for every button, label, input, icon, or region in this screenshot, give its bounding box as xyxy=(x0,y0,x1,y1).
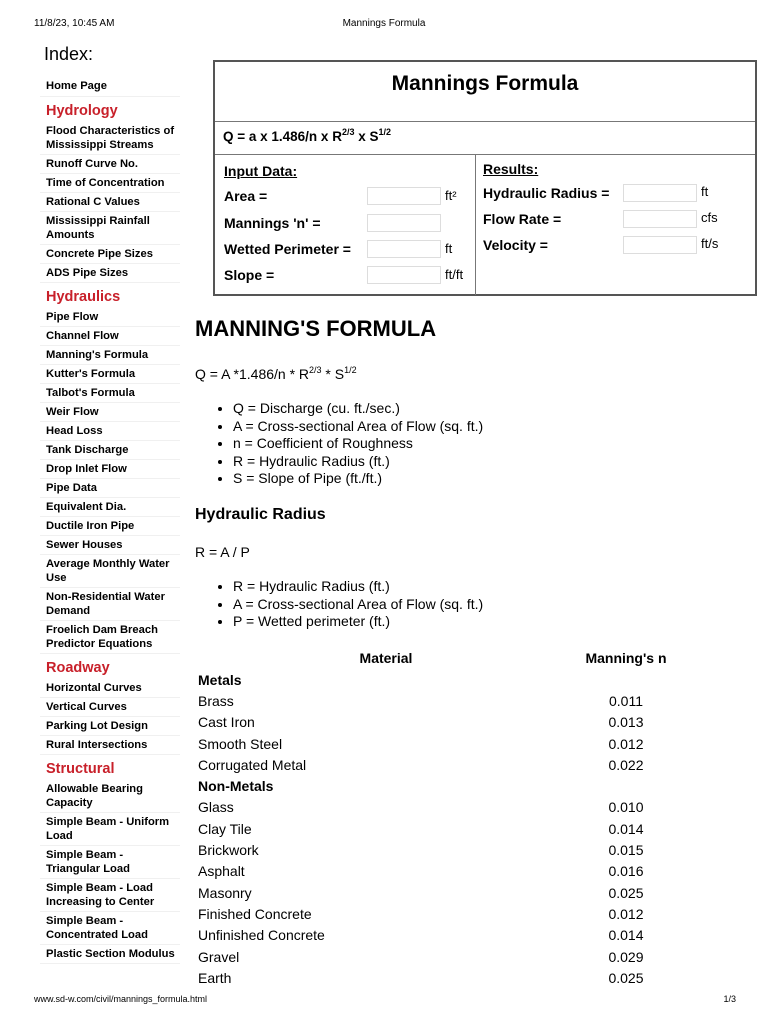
definition-item: • n = Coefficient of Roughness xyxy=(233,435,483,453)
sidebar-link[interactable]: Pipe Data xyxy=(40,479,180,498)
input-data-panel xyxy=(215,155,476,295)
definition-item: • P = Wetted perimeter (ft.) xyxy=(233,613,483,631)
flow-rate-output[interactable] xyxy=(623,210,697,228)
equation-exponent-r: 2/3 xyxy=(309,365,322,375)
mannings-n-value: 0.013 xyxy=(608,714,644,731)
equation-exponent-s: 1/2 xyxy=(344,365,357,375)
table-row xyxy=(195,925,675,946)
sidebar-link[interactable]: Concrete Pipe Sizes xyxy=(40,245,180,264)
sidebar-link[interactable]: Tank Discharge xyxy=(40,441,180,460)
sidebar-link[interactable]: Manning's Formula xyxy=(40,346,180,365)
sidebar-link[interactable]: Simple Beam - Load Increasing to Center xyxy=(40,879,180,912)
flow-rate-label: Flow Rate = xyxy=(483,211,562,227)
mannings-n-column-header: Manning's n xyxy=(585,649,667,666)
mannings-n-value: 0.011 xyxy=(609,692,643,709)
material-group-name: Non-Metals xyxy=(198,778,274,795)
mannings-n-value: 0.025 xyxy=(608,884,644,901)
material-name: Finished Concrete xyxy=(198,905,312,922)
calculator-title: Mannings Formula xyxy=(215,62,755,122)
sidebar-link[interactable]: Average Monthly Water Use xyxy=(40,555,180,588)
formula-definitions xyxy=(195,400,483,488)
mannings-n-value: 0.025 xyxy=(608,969,644,986)
table-row xyxy=(195,967,675,988)
mannings-n-value: 0.022 xyxy=(608,756,644,773)
velocity-label: Velocity = xyxy=(483,237,548,253)
formula-mid: x S xyxy=(354,129,379,144)
wetted-perimeter-input[interactable] xyxy=(367,240,441,258)
sidebar-link-home[interactable]: Home Page xyxy=(40,77,180,97)
mannings-equation xyxy=(195,366,357,382)
table-row xyxy=(195,690,675,711)
mannings-n-input[interactable] xyxy=(367,214,441,232)
sidebar-link[interactable]: Mississippi Rainfall Amounts xyxy=(40,212,180,245)
slope-label: Slope = xyxy=(224,267,275,283)
material-name: Earth xyxy=(198,969,232,986)
sidebar-link[interactable]: Runoff Curve No. xyxy=(40,155,180,174)
print-datetime: 11/8/23, 10:45 AM xyxy=(34,18,115,29)
radius-definitions xyxy=(195,578,483,631)
slope-unit: ft/ft xyxy=(445,267,464,282)
results-panel xyxy=(475,155,755,295)
table-row xyxy=(195,733,675,754)
mannings-n-value: 0.012 xyxy=(608,905,644,922)
sidebar-section-hydraulics: Hydraulics xyxy=(46,289,121,305)
wetted-perimeter-unit: ft xyxy=(445,241,453,256)
print-header xyxy=(0,0,768,30)
velocity-output[interactable] xyxy=(623,236,697,254)
sidebar-link[interactable]: Head Loss xyxy=(40,422,180,441)
sidebar-link[interactable]: Flood Characteristics of Mississippi Streams xyxy=(40,122,180,155)
sidebar-link[interactable]: Kutter's Formula xyxy=(40,365,180,384)
formula-exponent-s: 1/2 xyxy=(378,127,391,137)
table-row xyxy=(195,903,675,924)
sidebar-link[interactable]: Non-Residential Water Demand xyxy=(40,588,180,621)
mannings-calculator xyxy=(213,60,757,296)
table-row xyxy=(195,712,675,733)
mannings-n-value: 0.016 xyxy=(608,863,644,880)
area-input[interactable] xyxy=(367,187,441,205)
mannings-n-value: 0.010 xyxy=(608,799,644,816)
sidebar-link[interactable]: Talbot's Formula xyxy=(40,384,180,403)
table-group-row xyxy=(195,775,675,796)
print-page-number: 1/3 xyxy=(723,994,736,1004)
sidebar-link[interactable]: Horizontal Curves xyxy=(40,679,180,698)
mannings-n-value: 0.012 xyxy=(608,735,644,752)
table-row xyxy=(195,882,675,903)
flow-rate-unit: cfs xyxy=(701,210,718,225)
sidebar-link[interactable]: Pipe Flow xyxy=(40,308,180,327)
sidebar-link[interactable]: Ductile Iron Pipe xyxy=(40,517,180,536)
mannings-n-table xyxy=(195,646,675,988)
sidebar-section-structural: Structural xyxy=(46,761,115,777)
sidebar-link[interactable]: Simple Beam - Uniform Load xyxy=(40,813,180,846)
table-group-row xyxy=(195,669,675,690)
material-name: Gravel xyxy=(198,948,240,965)
formula-lhs: Q = a x 1.486/n x R xyxy=(223,129,342,144)
hydraulic-radius-label: Hydraulic Radius = xyxy=(483,185,610,201)
sidebar-link[interactable]: Vertical Curves xyxy=(40,698,180,717)
definition-item: • S = Slope of Pipe (ft./ft.) xyxy=(233,470,483,488)
index-title: Index: xyxy=(44,44,94,64)
table-row xyxy=(195,946,675,967)
area-label: Area = xyxy=(224,188,268,204)
hydraulic-radius-equation: R = A / P xyxy=(195,544,250,560)
sidebar-link[interactable]: Time of Concentration xyxy=(40,174,180,193)
page-title: MANNING'S FORMULA xyxy=(195,316,437,341)
hydraulic-radius-heading: Hydraulic Radius xyxy=(195,506,326,523)
sidebar-link[interactable]: Weir Flow xyxy=(40,403,180,422)
sidebar-link[interactable]: Simple Beam - Concentrated Load xyxy=(40,912,180,945)
sidebar-link[interactable]: Parking Lot Design xyxy=(40,717,180,736)
sidebar-link[interactable]: Rational C Values xyxy=(40,193,180,212)
sidebar-section-roadway: Roadway xyxy=(46,660,110,676)
sidebar-link[interactable]: Drop Inlet Flow xyxy=(40,460,180,479)
sidebar-link[interactable]: Channel Flow xyxy=(40,327,180,346)
velocity-unit: ft/s xyxy=(701,236,719,251)
material-column-header: Material xyxy=(359,649,413,666)
material-name: Glass xyxy=(198,799,234,816)
definition-item: • Q = Discharge (cu. ft./sec.) xyxy=(233,400,483,418)
print-page-title: Mannings Formula xyxy=(342,18,426,29)
mannings-n-value: 0.014 xyxy=(608,820,644,837)
sidebar-link[interactable]: ADS Pipe Sizes xyxy=(40,264,180,283)
material-name: Corrugated Metal xyxy=(198,756,307,773)
definition-item: • A = Cross-sectional Area of Flow (sq. ft.) xyxy=(233,596,483,614)
table-row xyxy=(195,861,675,882)
print-url: www.sd-w.com/civil/mannings_formula.html xyxy=(34,994,208,1004)
mannings-n-label: Mannings 'n' = xyxy=(224,215,321,231)
material-group-name: Metals xyxy=(198,671,242,688)
material-name: Asphalt xyxy=(198,863,245,880)
wetted-perimeter-label: Wetted Perimeter = xyxy=(224,241,351,257)
hydraulic-radius-unit: ft xyxy=(701,184,709,199)
table-header-row xyxy=(195,646,675,669)
material-name: Clay Tile xyxy=(198,820,252,837)
area-unit: ft² xyxy=(445,188,457,203)
material-name: Cast Iron xyxy=(198,714,255,731)
table-row xyxy=(195,754,675,775)
sidebar-link[interactable]: Equivalent Dia. xyxy=(40,498,180,517)
material-name: Brass xyxy=(198,692,234,709)
material-name: Smooth Steel xyxy=(198,735,283,752)
table-row xyxy=(195,839,675,860)
hydraulic-radius-output[interactable] xyxy=(623,184,697,202)
table-row xyxy=(195,818,675,839)
definition-item: • A = Cross-sectional Area of Flow (sq. ft.) xyxy=(233,418,483,436)
mannings-n-value: 0.015 xyxy=(608,842,644,859)
material-name: Unfinished Concrete xyxy=(198,927,325,944)
calculator-formula xyxy=(215,122,755,155)
definition-item: • R = Hydraulic Radius (ft.) xyxy=(233,453,483,471)
equation-part-b: * S xyxy=(321,366,345,382)
formula-exponent-r: 2/3 xyxy=(341,127,355,137)
sidebar-section-hydrology: Hydrology xyxy=(46,103,118,119)
results-heading: Results: xyxy=(483,161,539,177)
mannings-n-value: 0.029 xyxy=(608,948,644,965)
table-row xyxy=(195,797,675,818)
sidebar-index xyxy=(40,44,180,964)
mannings-n-value: 0.014 xyxy=(608,927,644,944)
sidebar-link[interactable]: Allowable Bearing Capacity xyxy=(40,780,180,813)
material-name: Brickwork xyxy=(198,842,259,859)
material-name: Masonry xyxy=(198,884,252,901)
sidebar-link[interactable]: Froelich Dam Breach Predictor Equations xyxy=(40,621,180,654)
sidebar-link[interactable]: Plastic Section Modulus xyxy=(40,945,180,964)
sidebar-link[interactable]: Simple Beam - Triangular Load xyxy=(40,846,180,879)
definition-item: • R = Hydraulic Radius (ft.) xyxy=(233,578,483,596)
input-data-heading: Input Data: xyxy=(224,163,298,179)
slope-input[interactable] xyxy=(367,266,441,284)
equation-part-a: Q = A *1.486/n * R xyxy=(195,366,310,382)
sidebar-link[interactable]: Rural Intersections xyxy=(40,736,180,755)
sidebar-link[interactable]: Sewer Houses xyxy=(40,536,180,555)
